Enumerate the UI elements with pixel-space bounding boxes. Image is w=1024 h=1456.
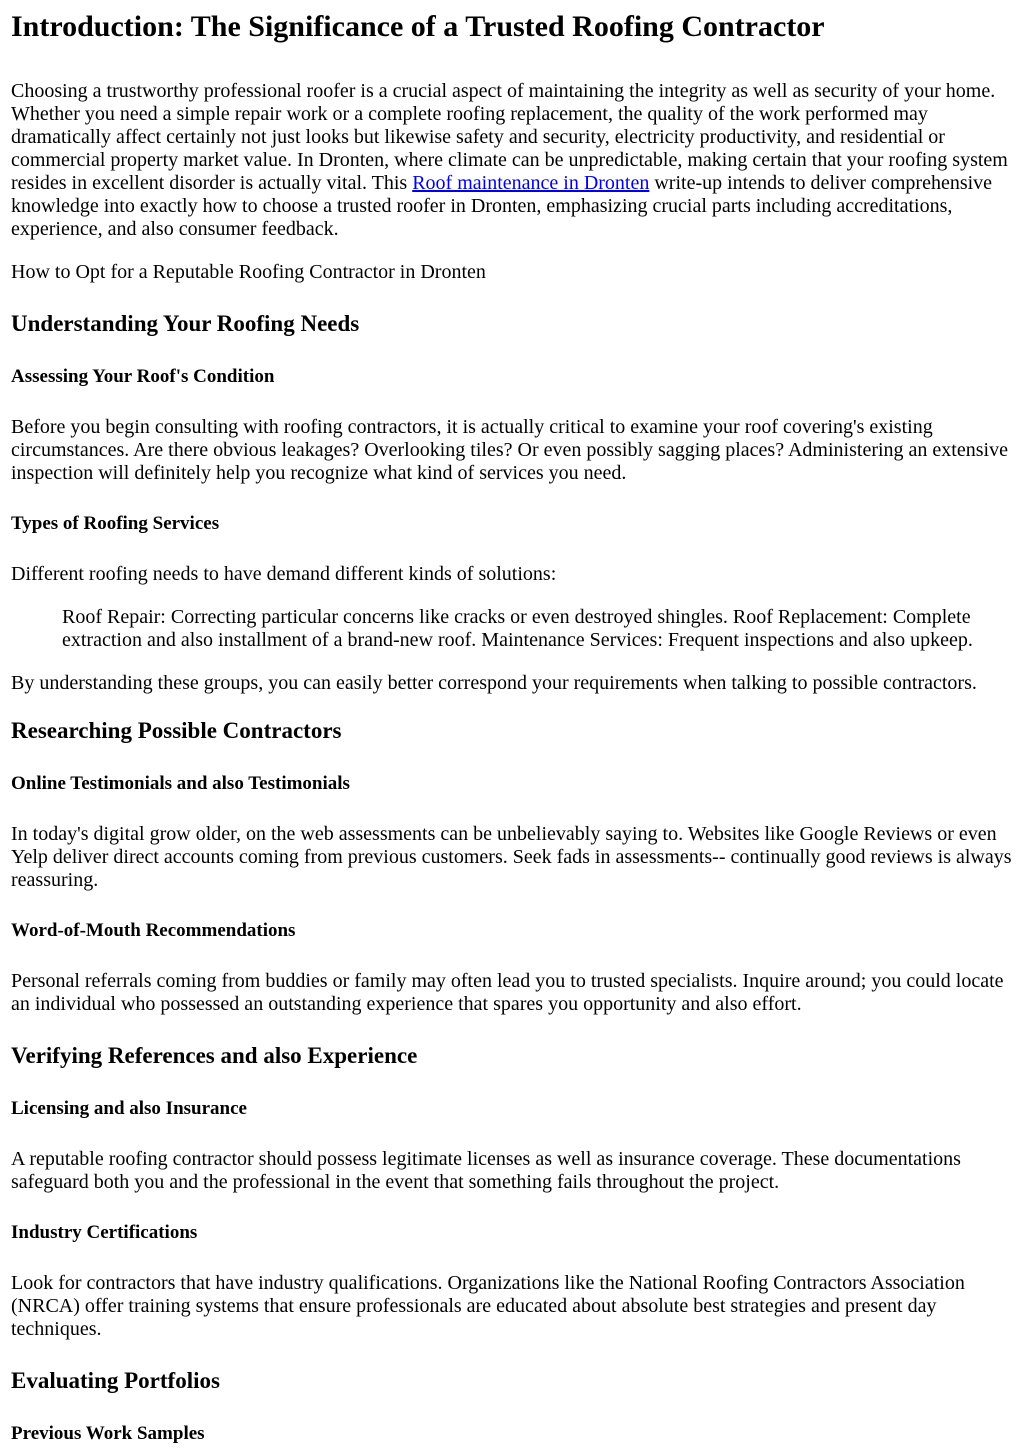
- section-heading-researching-contractors: Researching Possible Contractors: [11, 718, 342, 743]
- intro-text-after-link: write-up intends to deliver comprehensive knowledge into exactly how to choose a trusted roofer in Dronten, emphasizing crucial parts including accreditations, experience, and also consumer feedback.: [11, 172, 993, 240]
- subheading-word-of-mouth: Word-of-Mouth Recommendations: [11, 920, 296, 941]
- paragraph-word-of-mouth: Personal referrals coming from buddies or family may often lead you to trusted specialists. Inquire around; you could locate an individual who possessed an outstanding experience that spares you opportunity and also effort.: [11, 970, 1004, 1015]
- subheading-types-of-services: Types of Roofing Services: [11, 513, 220, 534]
- services-blockquote: Roof Repair: Correcting particular concerns like cracks or even destroyed shingles. Roof Replacement: Complete extraction and also installment of a brand-new roof. Maintenance Services: Frequent inspections and also upkeep.: [62, 606, 973, 651]
- paragraph-licensing-insurance: A reputable roofing contractor should possess legitimate licenses as well as insurance coverage. These documentations safeguard both you and the professional in the event that something fails throughout the project.: [11, 1148, 961, 1193]
- paragraph-understanding-groups: By understanding these groups, you can easily better correspond your requirements when talking to possible contractors.: [11, 672, 977, 694]
- article-subtitle: How to Opt for a Reputable Roofing Contractor in Dronten: [11, 261, 486, 283]
- page-title: Introduction: The Significance of a Trusted Roofing Contractor: [11, 10, 825, 43]
- section-heading-evaluating-portfolios: Evaluating Portfolios: [11, 1368, 220, 1393]
- subheading-industry-certifications: Industry Certifications: [11, 1222, 198, 1243]
- paragraph-assessing-roof: Before you begin consulting with roofing contractors, it is actually critical to examine your roof covering's existing circumstances. Are there obvious leakages? Overlooking tiles? Or even possibly sagging places? Administering an extensive inspection will definitely help you recognize what kind of services you need.: [11, 416, 1008, 484]
- section-heading-understanding-needs: Understanding Your Roofing Needs: [11, 311, 360, 336]
- subheading-licensing-insurance: Licensing and also Insurance: [11, 1098, 247, 1119]
- article: [0, 10, 1024, 1445]
- subheading-assessing-roof: Assessing Your Roof's Condition: [11, 366, 275, 387]
- paragraph-types-of-services: Different roofing needs to have demand different kinds of solutions:: [11, 563, 557, 585]
- intro-text-before-link: Choosing a trustworthy professional roofer is a crucial aspect of maintaining the integrity as well as security of your home. Whether you need a simple repair work or a complete roofing replacement, the quality of the work performed may dramatically affect certainly not just looks but likewise safety and security, electricity productivity, and residential or commercial property market value. In Dronten, where climate can be unpredictable, making certain that your roofing system resides in excellent disorder is actually vital. This: [11, 80, 1008, 194]
- paragraph-industry-certifications: Look for contractors that have industry qualifications. Organizations like the National Roofing Contractors Association (NRCA) offer training systems that ensure professionals are educated about absolute best strategies and present day techniques.: [11, 1272, 965, 1340]
- paragraph-online-testimonials: In today's digital grow older, on the web assessments can be unbelievably saying to. Websites like Google Reviews or even Yelp deliver direct accounts coming from previous customers. Seek fads in assessments-- continually good reviews is always reassuring.: [11, 823, 1012, 891]
- subheading-online-testimonials: Online Testimonials and also Testimonials: [11, 773, 350, 794]
- roof-maintenance-link[interactable]: Roof maintenance in Dronten: [412, 172, 650, 194]
- subheading-previous-work-samples: Previous Work Samples: [11, 1423, 205, 1444]
- section-heading-verifying-references: Verifying References and also Experience: [11, 1043, 418, 1068]
- intro-paragraph: [11, 80, 1013, 241]
